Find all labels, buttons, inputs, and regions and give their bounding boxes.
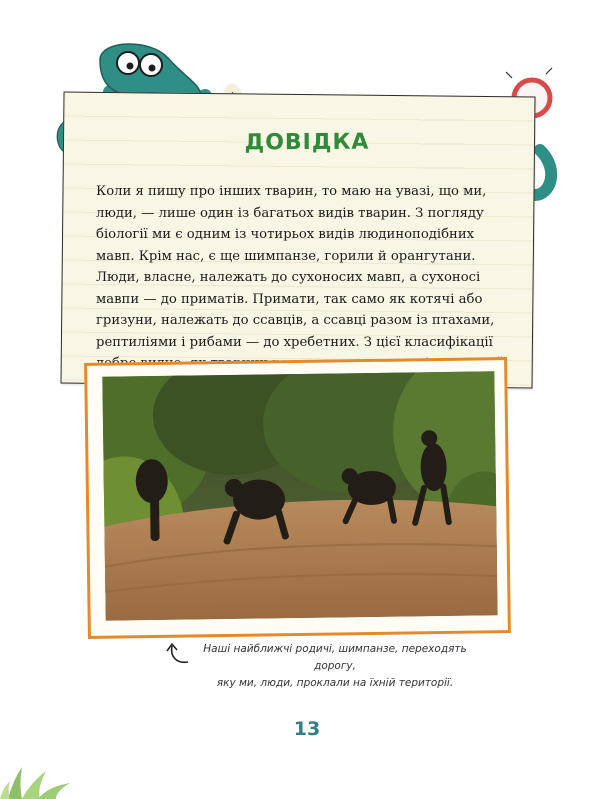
- card-title: ДОВІДКА: [244, 129, 370, 156]
- grass-icon: [0, 759, 80, 799]
- caption-line-2: яку ми, люди, проклали на їхній території.: [216, 677, 454, 689]
- caption-line-1: Наші найближчі родичі, шимпанзе, переходять дорогу,: [203, 643, 467, 672]
- photo-caption: [190, 641, 480, 692]
- chimpanzees-illustration: [102, 371, 497, 620]
- chimpanzees-photo: [102, 371, 497, 620]
- card-paragraph-text: Коли я пишу про інших тварин, то маю на увазі, що ми, люди, — лише один із багатьох видів тварин. З погляду біології ми є одним із чотирьох видів людиноподібних мавп. Крім нас, є ще шимпанзе, горили й орангутани. Люди, власне, належать до сухоносих мавп, а сухоносі мавпи — до приматів. Примати, так само як котячі або гризуни, належать до ссавців, а ссавці разом із птахами, рептиліями і рибами — до хребетних. З цієї класифікації: [96, 184, 495, 350]
- card-paragraph: [96, 181, 516, 375]
- page-number: 13: [293, 718, 321, 740]
